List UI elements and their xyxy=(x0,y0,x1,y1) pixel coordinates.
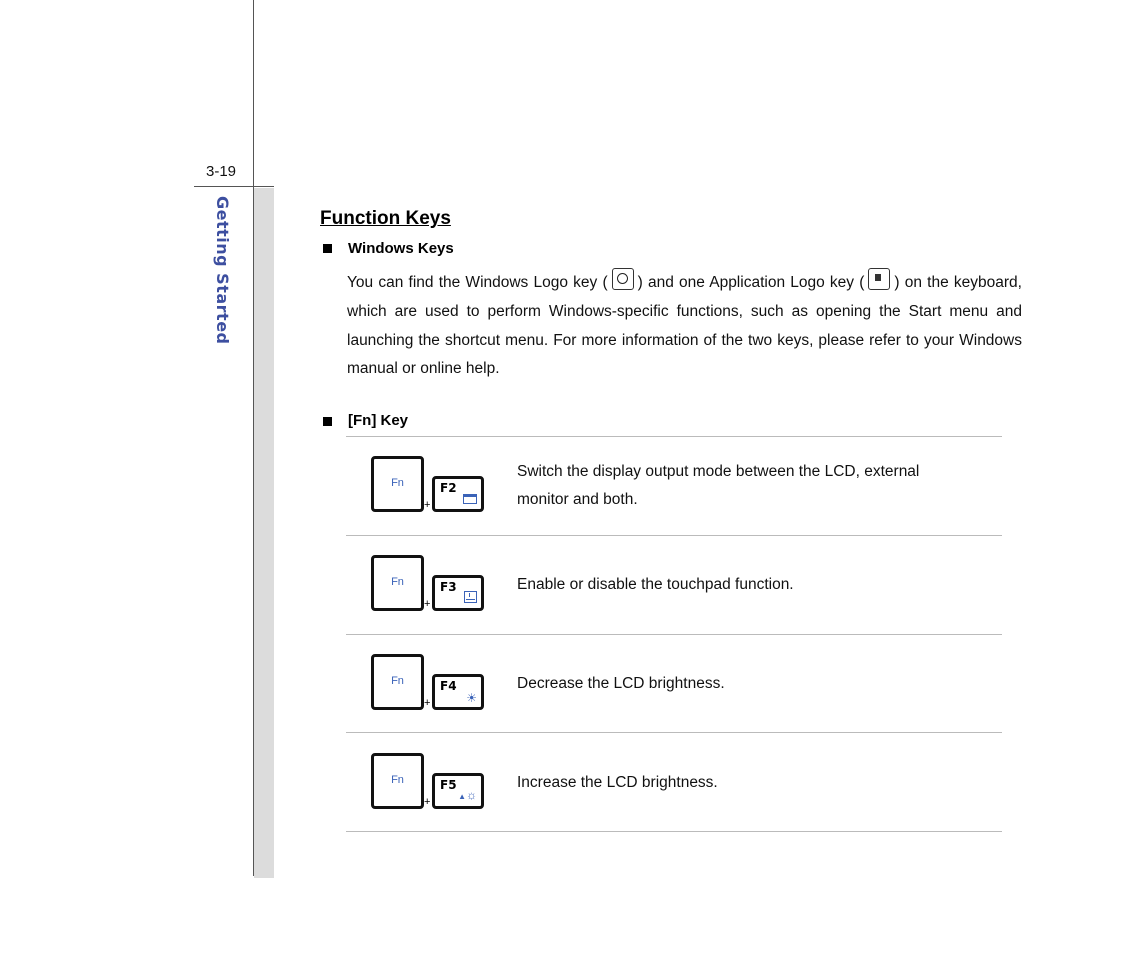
table-divider xyxy=(346,634,1002,635)
page-number: 3-19 xyxy=(206,163,237,180)
chapter-side-title: Getting Started xyxy=(213,196,232,345)
windows-keys-text-2: ) and one Application Logo key ( xyxy=(637,274,865,291)
windows-keys-heading: Windows Keys xyxy=(348,240,454,257)
fn-key-label: Fn xyxy=(391,774,404,786)
f3-key-label: F3 xyxy=(440,580,457,594)
row-description: Decrease the LCD brightness. xyxy=(517,675,725,692)
plus-sign: + xyxy=(424,697,431,709)
plus-sign: + xyxy=(424,796,431,808)
fn-key-heading: [Fn] Key xyxy=(348,412,408,429)
f2-key-label: F2 xyxy=(440,481,457,495)
f2-key-icon xyxy=(432,476,484,512)
side-band xyxy=(254,188,274,878)
windows-keys-paragraph xyxy=(347,268,1022,384)
windows-keys-text-1: You can find the Windows Logo key ( xyxy=(347,274,608,291)
section-title: Function Keys xyxy=(320,208,451,229)
fn-key-icon xyxy=(371,654,424,710)
table-divider xyxy=(346,732,1002,733)
f5-key-icon xyxy=(432,773,484,809)
brightness-down-icon: ☀ xyxy=(466,691,477,705)
table-divider xyxy=(346,436,1002,437)
bullet-icon xyxy=(323,417,332,426)
touchpad-icon xyxy=(464,591,477,605)
f3-key-icon xyxy=(432,575,484,611)
row-description: Switch the display output mode between the LCD, external monitor and both. xyxy=(517,463,920,508)
fn-key-label: Fn xyxy=(391,576,404,588)
application-key-icon xyxy=(868,268,890,290)
fn-key-icon xyxy=(371,555,424,611)
bullet-icon xyxy=(323,244,332,253)
fn-key-label: Fn xyxy=(391,477,404,489)
windows-keys-text-3: ) on the keyboard, which are used to perform Windows-specific functions, such as opening the Start menu and launching the shortcut menu. For more information of the two keys, please refer to your Windows manual or online help. xyxy=(347,274,1022,378)
fn-key-icon xyxy=(371,456,424,512)
brightness-up-icon: ▲☼ xyxy=(458,788,477,802)
table-divider xyxy=(346,831,1002,832)
page-number-rule xyxy=(194,186,274,187)
monitor-icon xyxy=(463,494,477,506)
plus-sign: + xyxy=(424,499,431,511)
plus-sign: + xyxy=(424,598,431,610)
f4-key-icon xyxy=(432,674,484,710)
row-description: Enable or disable the touchpad function. xyxy=(517,576,794,593)
windows-logo-key-icon xyxy=(612,268,634,290)
f5-key-label: F5 xyxy=(440,778,457,792)
row-description: Increase the LCD brightness. xyxy=(517,774,718,791)
f4-key-label: F4 xyxy=(440,679,457,693)
fn-key-label: Fn xyxy=(391,675,404,687)
fn-key-icon xyxy=(371,753,424,809)
table-divider xyxy=(346,535,1002,536)
